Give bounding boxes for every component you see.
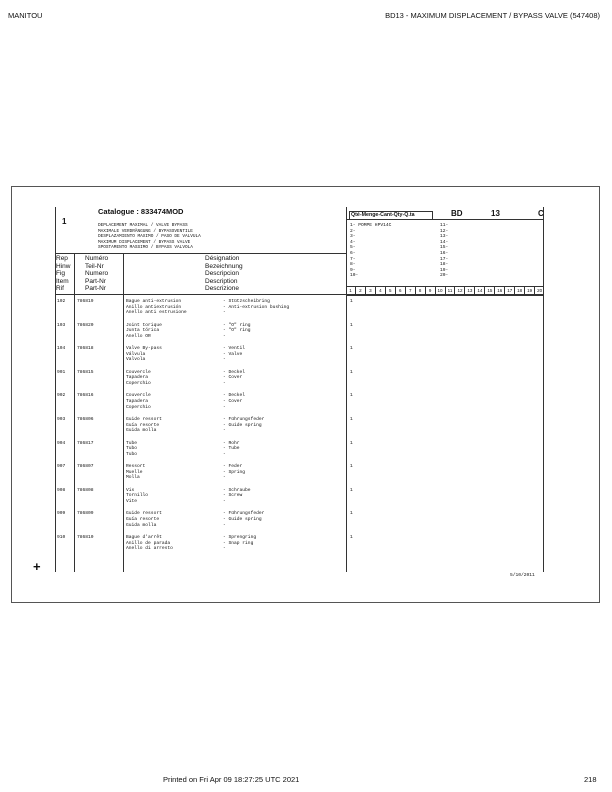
qty-column-number: 9 [426, 287, 436, 295]
description-line: Joint torique [126, 322, 162, 328]
model-entry: 8- [350, 262, 356, 268]
row-rep: 102 [57, 299, 66, 304]
description-line: - Rohr [223, 440, 240, 446]
row-rep: 909 [57, 511, 66, 517]
description-line: Coperchio [126, 380, 151, 386]
description-line: Tubo [126, 451, 138, 457]
model-entry: 5- [350, 245, 356, 251]
qty-column-number: 12 [455, 287, 465, 295]
qty-column-number: 20 [537, 288, 543, 293]
description-line: Guía resorte [126, 422, 160, 428]
qty-column-number: 4 [376, 287, 386, 295]
qty-column-number: 3 [366, 287, 376, 295]
group-code: BD [451, 209, 463, 218]
row-part-number: 786806 [77, 417, 94, 422]
description-line: - [223, 380, 226, 386]
row-description-left [126, 370, 151, 387]
description-line: - Deckel [223, 369, 246, 375]
description-line: - Cover [223, 375, 243, 381]
description-line: - [223, 451, 226, 457]
description-line: - Sprengring [223, 535, 257, 540]
row-rep: 104 [57, 346, 66, 352]
model-entry: 1- POMPE HPV14C [350, 223, 392, 228]
row-description-left [126, 417, 162, 434]
model-entry: 11- [440, 223, 449, 228]
description-line: - Feder [223, 464, 243, 470]
catalogue-title-line: MAXIMUM DISPLACEMENT / BYPASS VALVE [98, 239, 191, 245]
models-list-right [440, 223, 448, 279]
description-line: - Anti-extrusion bushing [223, 304, 290, 310]
description-line: Coperchio [126, 404, 151, 410]
qty-column-number: 2 [356, 287, 366, 295]
description-line: - Führungsfeder [223, 511, 265, 517]
description-line: - Schraube [223, 487, 251, 493]
divider [123, 253, 124, 572]
model-entry: 17- [440, 256, 449, 262]
description-line: - Valve [223, 351, 243, 357]
row-rep: 103 [57, 322, 66, 328]
description-line: - Stützscheibring [223, 299, 270, 304]
description-line: Bague anti-extrusion [126, 299, 182, 304]
row-quantity: 1 [350, 299, 353, 304]
qty-column-number: 7 [406, 287, 416, 295]
row-rep: 902 [57, 393, 66, 399]
row-description-left [126, 511, 162, 528]
column-header-line: Teil-Nr [85, 262, 104, 270]
row-description-left [126, 323, 162, 340]
model-entry: 4- [350, 239, 356, 245]
row-quantity: 1 [350, 393, 353, 399]
qty-column-number: 1 [346, 287, 356, 295]
row-quantity: 1 [350, 322, 353, 328]
model-entry: 2- [350, 228, 356, 234]
description-line: Guide ressort [126, 511, 162, 517]
description-line: Tapadera [126, 375, 149, 381]
column-header-line: Hinw [56, 262, 71, 270]
row-description-left [126, 488, 148, 505]
qty-column-number: 17 [505, 287, 515, 295]
qty-column-number: 16 [495, 287, 505, 295]
description-line: Junta tórica [126, 328, 160, 334]
row-rep: 910 [57, 535, 66, 540]
description-line: Anello OR [126, 333, 151, 339]
model-entry: 7- [350, 256, 356, 262]
row-description-right [223, 441, 240, 458]
column-header-line: Numero [85, 270, 109, 277]
description-line: - Spring [223, 469, 246, 475]
description-line: Couvercle [126, 369, 151, 375]
group-number: 13 [491, 209, 500, 218]
row-part-number: 786809 [77, 511, 94, 517]
qty-column-number: 18 [515, 287, 525, 295]
row-part-number: 786820 [77, 322, 94, 328]
row-rep: 904 [57, 440, 66, 446]
row-quantity: 1 [350, 417, 353, 422]
qty-column-number: 10 [436, 287, 446, 295]
description-line: Muelle [126, 469, 143, 475]
row-description-right [223, 417, 264, 434]
row-description-right [223, 370, 245, 387]
row-rep: 901 [57, 369, 66, 375]
row-part-number: 786808 [77, 487, 94, 493]
description-line: Tubo [126, 446, 138, 452]
print-timestamp: Printed on Fri Apr 09 18:27:25 UTC 2021 [163, 775, 300, 784]
description-line: Bague d'arrêt [126, 535, 162, 540]
description-line: Anillo antiextrusión [126, 304, 182, 310]
description-line: - Führungsfeder [223, 417, 265, 422]
row-description-right [223, 346, 245, 363]
description-line: Ressort [126, 464, 146, 470]
description-line: - [223, 546, 226, 552]
crosshair-mark: + [33, 559, 41, 574]
qty-column-number: 14 [475, 287, 485, 295]
column-header-line: Désignation [205, 255, 240, 262]
column-header-line: Descripcion [205, 270, 239, 277]
row-part-number: 786815 [77, 369, 94, 375]
divider [74, 253, 75, 572]
row-description-left [126, 299, 187, 316]
row-part-number: 786816 [77, 393, 94, 399]
description-line: Tapadera [126, 398, 149, 404]
row-description-left [126, 393, 151, 410]
catalogue-title-line: DEPLACEMENT MAXIMAL / VALVE BYPASS [98, 223, 188, 228]
description-line: Tube [126, 440, 138, 446]
row-quantity: 1 [350, 535, 353, 540]
description-line: - Tube [223, 446, 240, 452]
row-quantity: 1 [350, 369, 353, 375]
description-line: - [223, 498, 226, 504]
row-part-number: 786818 [77, 346, 94, 352]
model-entry: 12- [440, 228, 449, 234]
description-line: - [223, 522, 226, 528]
description-line: - Guide spring [223, 516, 262, 522]
row-description-left [126, 346, 162, 363]
description-line: - "O" ring [223, 322, 251, 328]
description-line: - [223, 357, 226, 363]
description-line: - Guide spring [223, 422, 262, 428]
group-letter: C [538, 209, 544, 218]
brand-label: MANITOU [8, 11, 43, 20]
row-description-right [223, 393, 245, 410]
description-line: Guide ressort [126, 417, 162, 422]
model-entry: 9- [350, 267, 356, 273]
description-line: - Ventil [223, 346, 246, 352]
description-line: - [223, 404, 226, 410]
date-label: 5/10/2011 [510, 573, 535, 578]
qty-column-number: 19 [525, 287, 535, 295]
models-list-left [350, 223, 391, 279]
row-part-number: 786810 [77, 535, 94, 540]
column-header-line: Numéro [85, 255, 109, 262]
description-line: - [223, 475, 226, 481]
description-line: Válvula [126, 351, 146, 357]
row-description-left [126, 535, 173, 552]
row-description-right [223, 511, 264, 528]
column-part [85, 255, 108, 293]
model-entry: 13- [440, 234, 449, 240]
ref-number: 1 [62, 217, 67, 226]
catalogue-title-line: SPOSTAMENTO MASSIMO / BYPASS VALVOLA [98, 245, 193, 251]
model-entry: 16- [440, 250, 449, 256]
row-quantity: 1 [350, 440, 353, 446]
column-description [205, 255, 243, 293]
page-title: BD13 - MAXIMUM DISPLACEMENT / BYPASS VALVE (547408) [385, 11, 600, 20]
column-header-line: Descrizione [205, 285, 239, 292]
description-line: Vis [126, 487, 135, 493]
description-line: Guía resorte [126, 516, 160, 522]
qty-column-number: 15 [485, 287, 495, 295]
qty-column-number: 11 [446, 287, 456, 295]
description-line: - Cover [223, 398, 243, 404]
catalogue-titles [98, 223, 201, 251]
qty-header: Qté-Menge-Cant-Qty-Q.ta [349, 211, 433, 220]
model-entry: 18- [440, 262, 449, 268]
model-entry: 3- [350, 234, 356, 240]
row-part-number: 786807 [77, 464, 94, 470]
description-line: - [223, 333, 226, 339]
model-entry: 20- [440, 273, 449, 279]
qty-columns [346, 287, 544, 296]
description-line: Valve By-pass [126, 346, 162, 352]
catalogue-title-line: DESPLAZAMIENTO MAXIMO / PASO DE VALVULA [98, 234, 201, 240]
row-rep: 907 [57, 464, 66, 470]
column-header-line: Part-Nr [85, 285, 106, 292]
model-entry: 6- [350, 250, 356, 256]
column-header-line: Bezeichnung [205, 262, 243, 270]
description-line: Couvercle [126, 393, 151, 399]
divider [55, 253, 346, 254]
description-line: Guida molla [126, 522, 157, 528]
description-line: Valvola [126, 357, 146, 363]
column-rep [56, 255, 70, 293]
description-line: Tornillo [126, 493, 149, 499]
description-line: - [223, 310, 226, 316]
description-line: - "O" ring [223, 328, 251, 334]
row-description-left [126, 441, 137, 458]
column-header-line: Description [205, 277, 238, 285]
description-line: Vite [126, 498, 138, 504]
qty-column-number: 8 [416, 287, 426, 295]
catalogue-title-line: MAXIMALE VERDRÄNGUNG / BYPASSVENTILE [98, 228, 193, 234]
description-line: Anillo de parada [126, 540, 171, 546]
qty-column-number: 13 [465, 287, 475, 295]
row-description-left [126, 464, 145, 481]
row-description-right [223, 299, 289, 316]
description-line: - Snap ring [223, 540, 254, 546]
row-rep: 908 [57, 487, 66, 493]
row-description-right [223, 464, 245, 481]
column-header-line: Fig [56, 270, 66, 277]
model-entry: 19- [440, 267, 449, 273]
row-quantity: 1 [350, 346, 353, 352]
column-header-line: Part-Nr [85, 277, 106, 285]
description-line: Guida molla [126, 428, 157, 434]
description-line: - Deckel [223, 393, 246, 399]
divider [346, 207, 347, 572]
row-rep: 903 [57, 417, 66, 422]
qty-column-number: 6 [396, 287, 406, 295]
description-line: Molla [126, 475, 140, 481]
row-description-right [223, 535, 256, 552]
column-header-line: Rep [56, 255, 68, 262]
qty-column-number: 5 [386, 287, 396, 295]
column-header-line: Item [56, 277, 69, 285]
model-entry: 14- [440, 239, 449, 245]
row-description-right [223, 323, 251, 340]
catalogue-label: Catalogue : 833474MOD [98, 207, 184, 216]
row-description-right [223, 488, 251, 505]
row-part-number: 786819 [77, 299, 94, 304]
page-number: 218 [584, 775, 597, 784]
model-entry: 15- [440, 245, 449, 251]
model-entry: 10- [350, 273, 359, 279]
description-line: Anello di arresto [126, 546, 173, 552]
description-line: - Screw [223, 493, 243, 499]
column-header-line: Rif [56, 285, 64, 292]
description-line: Anello anti estrusione [126, 310, 187, 316]
row-quantity: 1 [350, 511, 353, 517]
row-part-number: 786817 [77, 440, 94, 446]
description-line: - [223, 428, 226, 434]
row-quantity: 1 [350, 464, 353, 470]
row-quantity: 1 [350, 487, 353, 493]
